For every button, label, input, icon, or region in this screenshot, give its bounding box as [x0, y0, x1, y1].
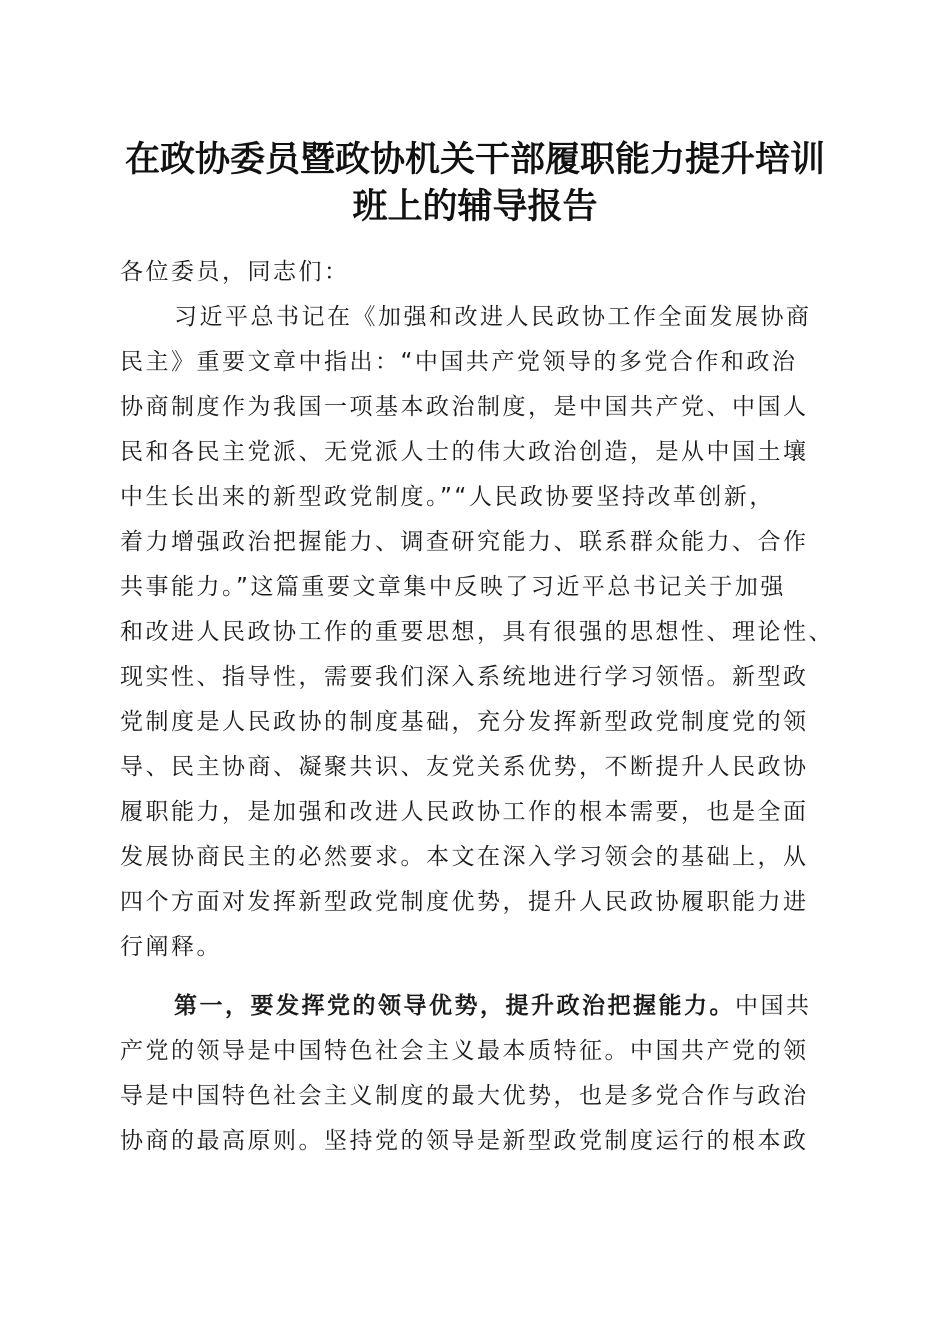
paragraph-line: 协商制度作为我国一项基本政治制度，是中国共产党、中国人 — [120, 394, 809, 420]
paragraph-gap — [120, 970, 840, 984]
paragraph-line: 导、民主协商、凝聚共识、友党关系优势，不断提升人民政协 — [120, 754, 809, 780]
paragraph-first-line — [120, 984, 840, 1029]
title-line-1: 在政协委员暨政协机关干部履职能力提升培训 — [124, 139, 825, 180]
section-heading: 第一，要发挥党的领导优势，提升政治把握能力。 — [174, 993, 735, 1019]
paragraph-line: 行阐释。 — [120, 934, 222, 960]
document-body — [120, 250, 840, 1164]
paragraph-line: 现实性、指导性，需要我们深入系统地进行学习领悟。新型政 — [120, 664, 809, 690]
paragraph-line: 习近平总书记在《加强和改进人民政协工作全面发展协商 — [174, 304, 812, 330]
title-line-2: 班上的辅导报告 — [352, 186, 598, 227]
paragraph-1 — [120, 295, 840, 970]
paragraph-line: 共事能力。”这篇重要文章集中反映了习近平总书记关于加强 — [120, 574, 786, 600]
paragraph-line: 民主》重要文章中指出：“中国共产党领导的多党合作和政治 — [120, 349, 798, 375]
paragraph-line: 履职能力，是加强和改进人民政协工作的根本需要，也是全面 — [120, 799, 809, 825]
paragraph-line: 着力增强政治把握能力、调查研究能力、联系群众能力、合作 — [120, 529, 809, 555]
paragraph-line: 协商的最高原则。坚持党的领导是新型政党制度运行的根本政 — [120, 1128, 809, 1154]
paragraph-line-tail: 中国共 — [735, 993, 812, 1019]
paragraph-line: 民和各民主党派、无党派人士的伟大政治创造，是从中国土壤 — [120, 439, 809, 465]
paragraph-line: 党制度是人民政协的制度基础，充分发挥新型政党制度党的领 — [120, 709, 809, 735]
paragraph-line: 四个方面对发挥新型政党制度优势，提升人民政协履职能力进 — [120, 889, 809, 915]
paragraph-line: 产党的领导是中国特色社会主义最本质特征。中国共产党的领 — [120, 1038, 809, 1064]
paragraph-line: 发展协商民主的必然要求。本文在深入学习领会的基础上，从 — [120, 844, 809, 870]
paragraph-line: 导是中国特色社会主义制度的最大优势，也是多党合作与政治 — [120, 1083, 809, 1109]
paragraph-2 — [120, 984, 840, 1164]
salutation: 各位委员，同志们： — [120, 259, 350, 285]
paragraph-line: 和改进人民政协工作的重要思想，具有很强的思想性、理论性、 — [120, 619, 834, 645]
document-title — [100, 136, 850, 230]
paragraph-line: 中生长出来的新型政党制度。”“人民政协要坚持改革创新， — [120, 484, 775, 510]
